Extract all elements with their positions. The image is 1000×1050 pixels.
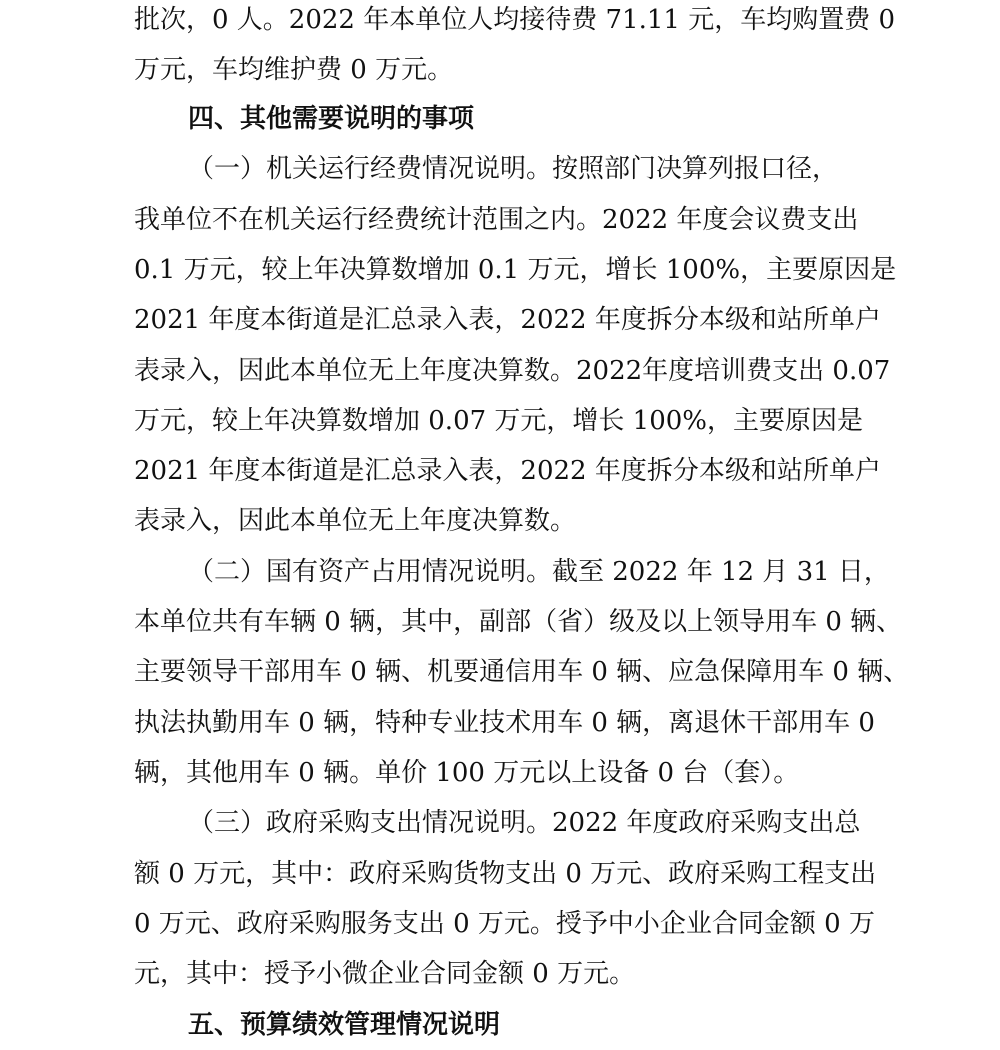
paragraph-line: 0.1 万元，较上年决算数增加 0.1 万元，增长 100%，主要原因是 [134, 255, 897, 285]
paragraph-line: 元，其中：授予小微企业合同金额 0 万元。 [134, 959, 636, 989]
section-heading: 四、其他需要说明的事项 [188, 104, 475, 134]
paragraph-line: （二）国有资产占用情况说明。截至 2022 年 12 月 31 日， [188, 557, 890, 587]
section-heading: 五、预算绩效管理情况说明 [188, 1010, 501, 1040]
paragraph-line: 2021 年度本街道是汇总录入表，2022 年度拆分本级和站所单户 [134, 305, 881, 335]
paragraph-line: 万元，较上年决算数增加 0.07 万元，增长 100%，主要原因是 [134, 406, 864, 436]
paragraph-line: （一）机关运行经费情况说明。按照部门决算列报口径， [188, 154, 839, 184]
paragraph-line: 本单位共有车辆 0 辆，其中，副部（省）级及以上领导用车 0 辆、 [134, 607, 903, 637]
paragraph-line: 表录入，因此本单位无上年度决算数。2022年度培训费支出 0.07 [134, 356, 891, 386]
paragraph-line: 2021 年度本街道是汇总录入表，2022 年度拆分本级和站所单户 [134, 456, 881, 486]
paragraph-line: 万元，车均维护费 0 万元。 [134, 55, 454, 85]
paragraph-line: 0 万元、政府采购服务支出 0 万元。授予中小企业合同金额 0 万 [134, 909, 875, 939]
paragraph-line: 表录入，因此本单位无上年度决算数。 [134, 506, 577, 536]
paragraph-line: 执法执勤用车 0 辆，特种专业技术用车 0 辆，离退休干部用车 0 [134, 708, 875, 738]
paragraph-line: 辆，其他用车 0 辆。单价 100 万元以上设备 0 台（套）。 [134, 758, 800, 788]
paragraph-line: 主要领导干部用车 0 辆、机要通信用车 0 辆、应急保障用车 0 辆、 [134, 657, 910, 687]
paragraph-line: 我单位不在机关运行经费统计范围之内。2022 年度会议费支出 [134, 205, 859, 235]
paragraph-line: 批次，0 人。2022 年本单位人均接待费 71.11 元，车均购置费 0 [134, 5, 896, 35]
paragraph-line: 额 0 万元，其中：政府采购货物支出 0 万元、政府采购工程支出 [134, 859, 877, 889]
paragraph-line: （三）政府采购支出情况说明。2022 年度政府采购支出总 [188, 808, 861, 838]
